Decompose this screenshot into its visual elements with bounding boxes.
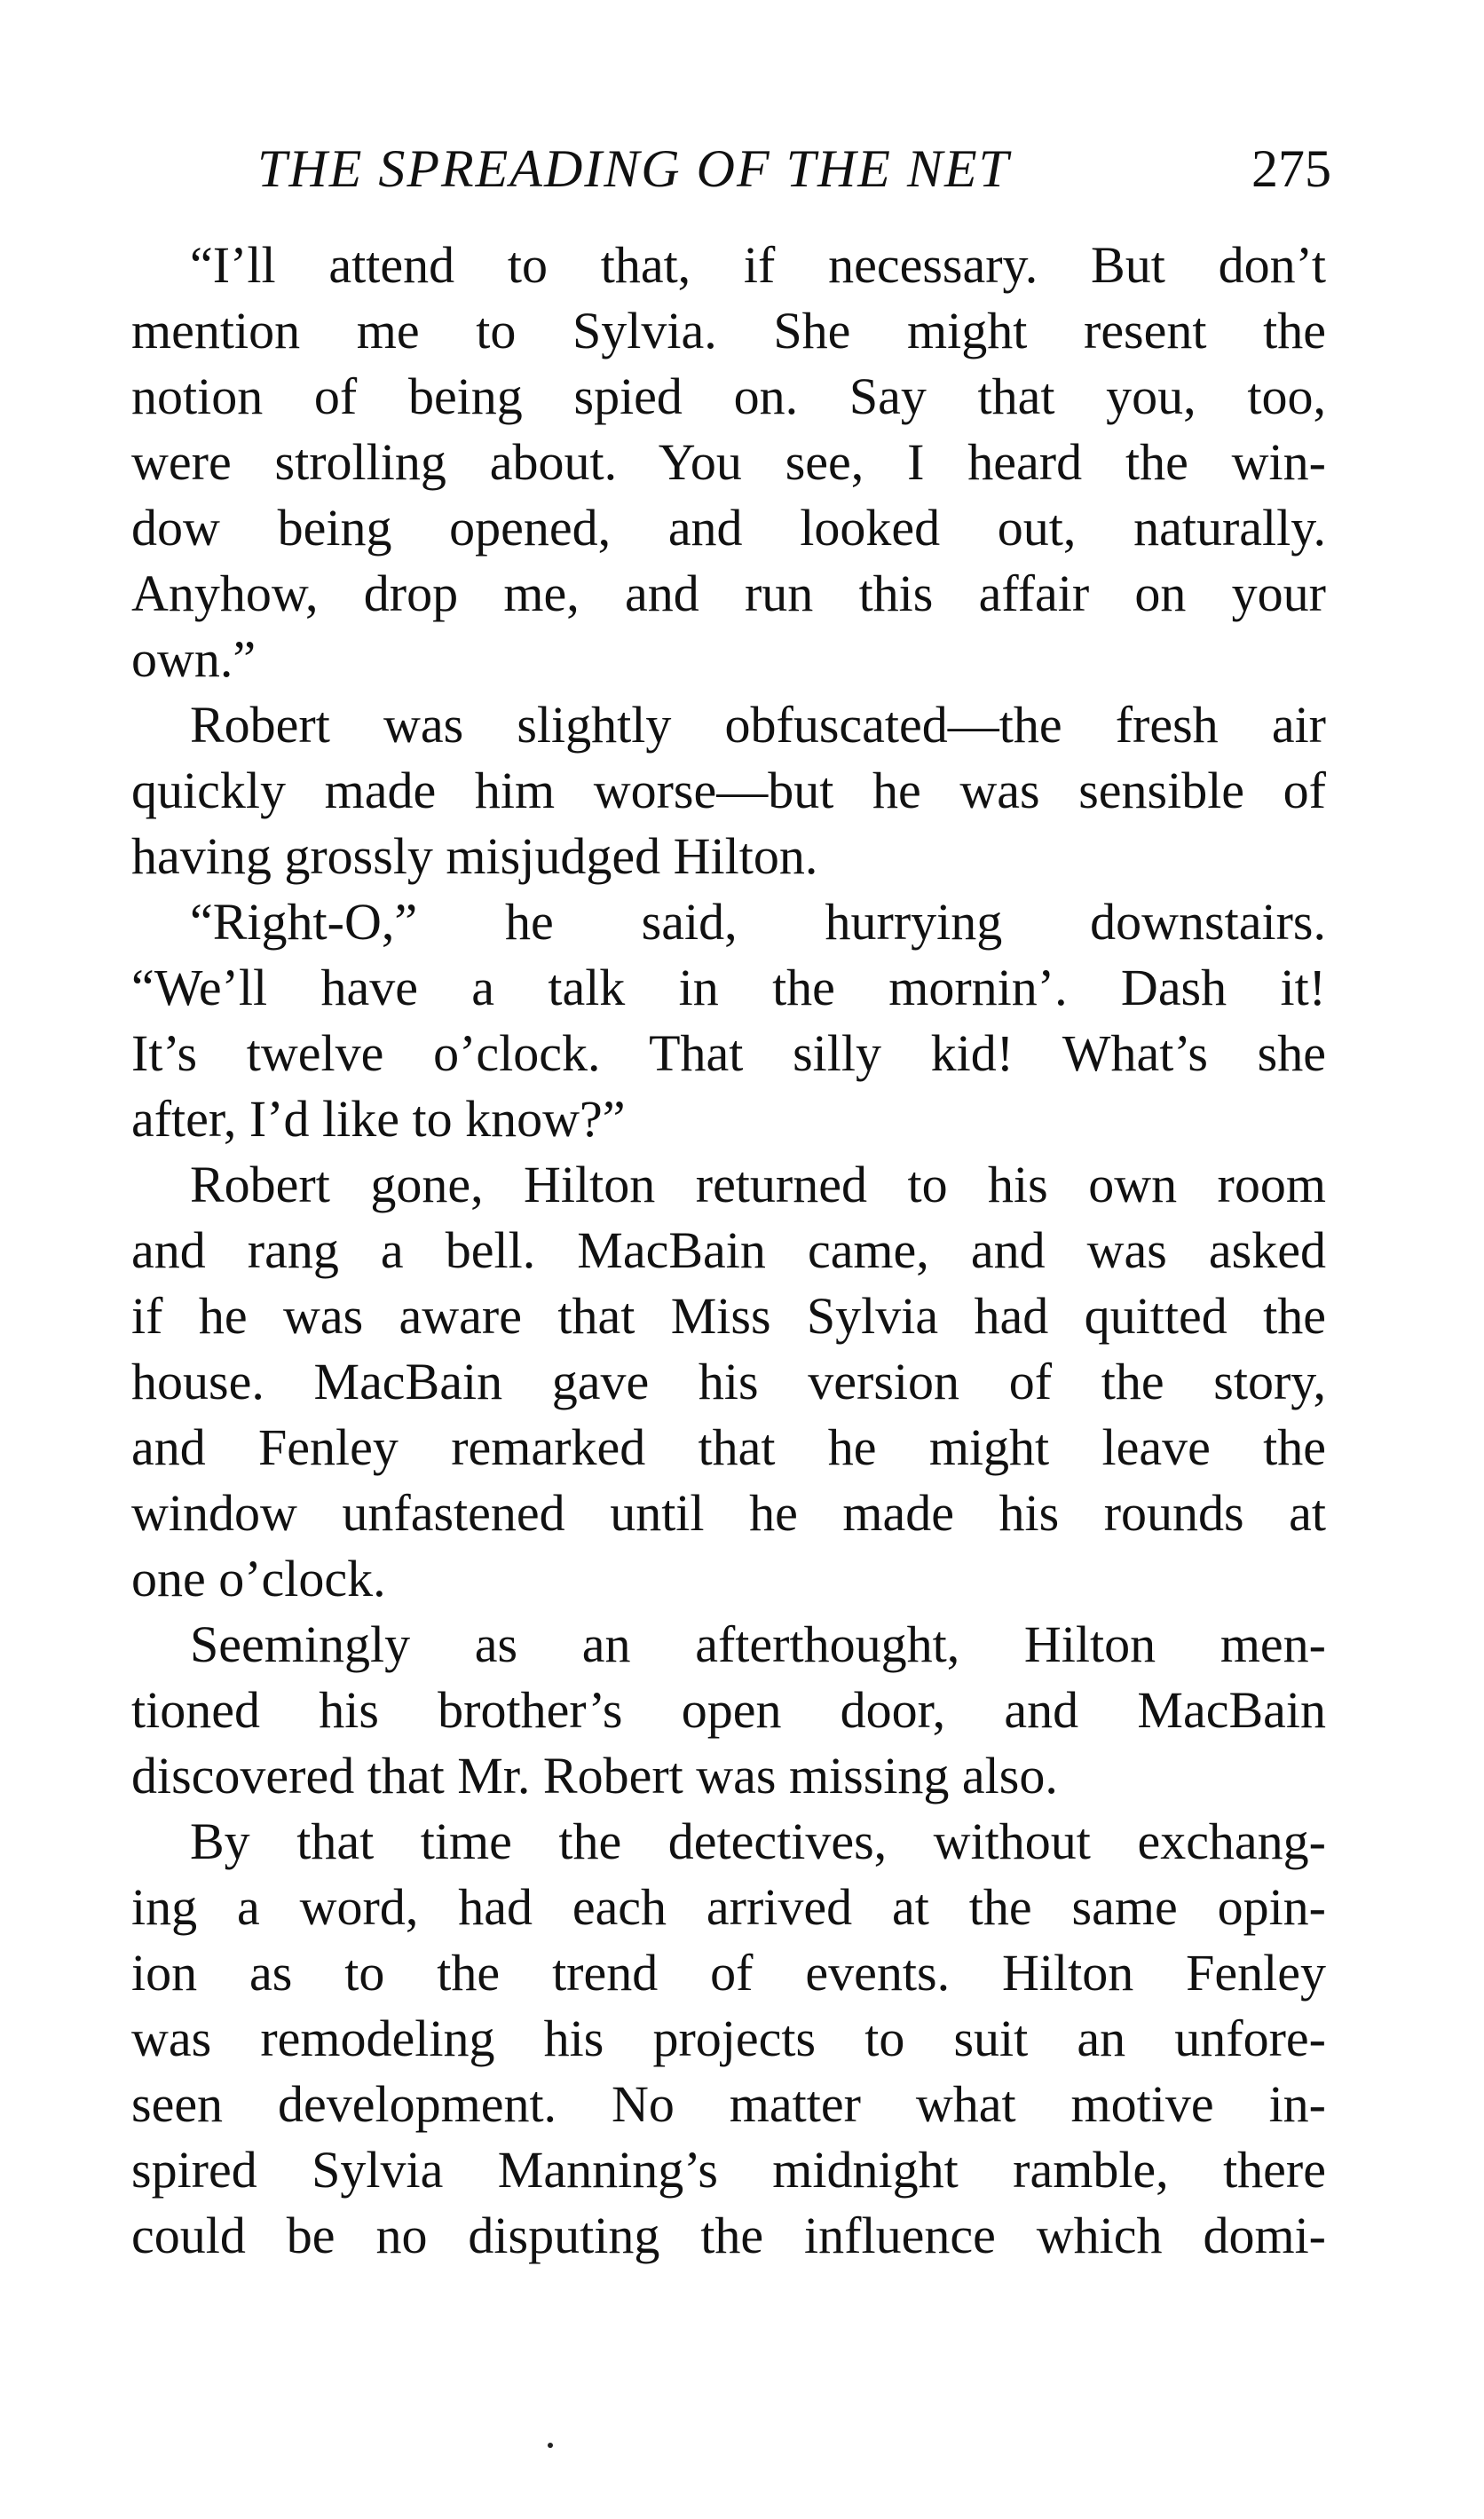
text-line: having grossly misjudged Hilton. <box>131 827 818 885</box>
text-line: seen development. No matter what motive in- <box>131 2075 1326 2133</box>
text-line: ion as to the trend of events. Hilton Fenley <box>131 1944 1326 2002</box>
running-head <box>257 133 1331 204</box>
text-line: Anyhow, drop me, and run this affair on your <box>131 565 1326 622</box>
text-line: own.” <box>131 630 257 688</box>
text-line: By that time the detectives, without exchang- <box>190 1812 1326 1870</box>
text-line: were strolling about. You see, I heard the win- <box>131 433 1326 491</box>
text-line: Robert gone, Hilton returned to his own room <box>190 1156 1326 1213</box>
text-line: and rang a bell. MacBain came, and was asked <box>131 1221 1326 1279</box>
text-line: tioned his brother’s open door, and MacBain <box>131 1681 1326 1739</box>
text-line: “I’ll attend to that, if necessary. But don’t <box>190 236 1326 294</box>
text-line: one o’clock. <box>131 1550 386 1607</box>
text-line: and Fenley remarked that he might leave the <box>131 1418 1326 1476</box>
text-line: dow being opened, and looked out, naturally. <box>131 499 1326 557</box>
text-line: “We’ll have a talk in the mornin’. Dash it! <box>131 959 1326 1016</box>
text-line: ing a word, had each arrived at the same opin- <box>131 1878 1326 1936</box>
running-title: THE SPREADING OF THE NET <box>257 139 1010 198</box>
text-line: spired Sylvia Manning’s midnight ramble, there <box>131 2141 1326 2199</box>
text-line: It’s twelve o’clock. That silly kid! What’s she <box>131 1024 1326 1082</box>
text-line: window unfastened until he made his rounds at <box>131 1484 1326 1542</box>
text-line: Seemingly as an afterthought, Hilton men- <box>190 1615 1326 1673</box>
text-line: could be no disputing the influence which domi- <box>131 2207 1326 2264</box>
ink-speck <box>548 2443 553 2448</box>
text-line: was remodeling his projects to suit an unfore- <box>131 2010 1326 2067</box>
text-line: after, I’d like to know?” <box>131 1090 626 1148</box>
page-number: 275 <box>1251 139 1331 198</box>
text-line: discovered that Mr. Robert was missing also. <box>131 1747 1058 1804</box>
text-line: Robert was slightly obfuscated—the fresh air <box>190 696 1326 754</box>
text-line: mention me to Sylvia. She might resent the <box>131 302 1326 359</box>
text-line: house. MacBain gave his version of the story, <box>131 1353 1326 1410</box>
text-line: “Right-O,” he said, hurrying downstairs. <box>190 893 1326 951</box>
text-line: notion of being spied on. Say that you, too, <box>131 367 1326 425</box>
text-line: if he was aware that Miss Sylvia had quitted the <box>131 1287 1326 1345</box>
text-line: quickly made him worse—but he was sensible of <box>131 762 1326 819</box>
